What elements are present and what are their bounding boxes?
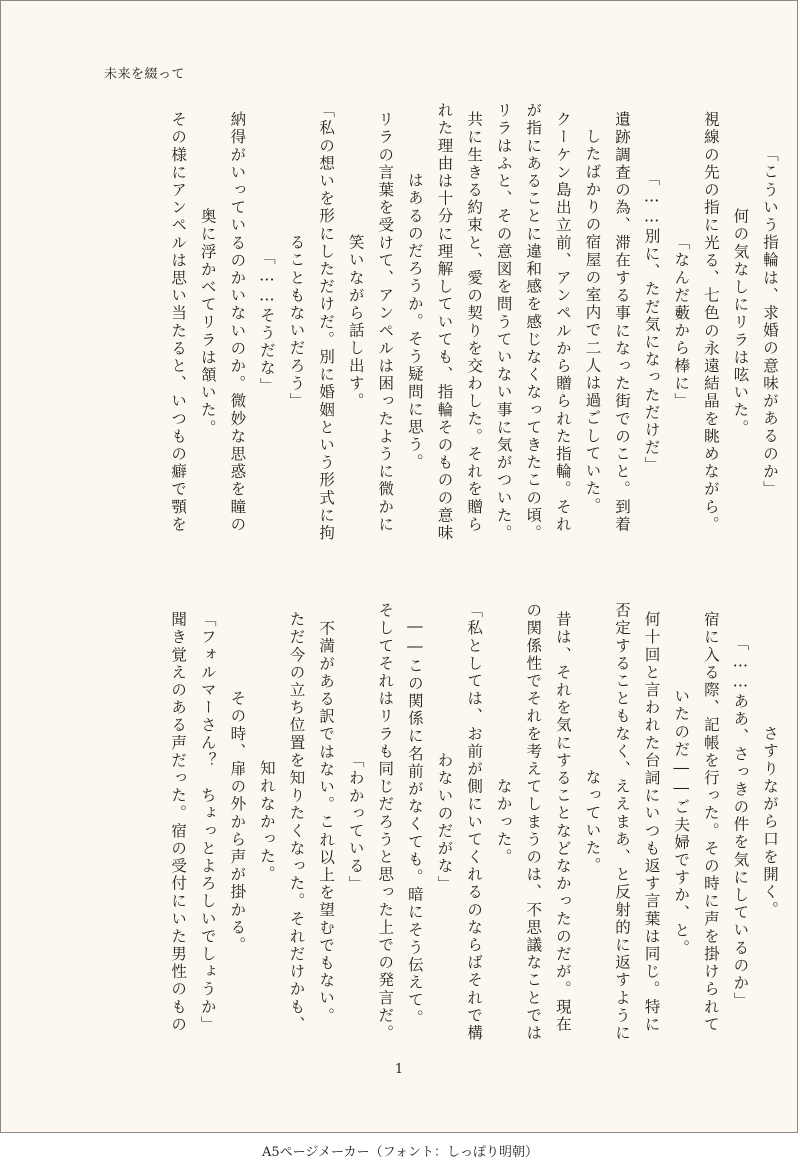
page-number: 1 (394, 1062, 404, 1077)
text-line: 「こういう指輪は、求婚の意味があるのか」 (761, 146, 779, 498)
text-line: 遺跡調査の為、滞在する事になった街でのこと。到着 (613, 110, 632, 534)
text-line: の関係性でそれを考えてしまうのは、不思議なことでは (524, 602, 543, 1042)
text-line: クーケン島出立前、アンペルから贈られた指輪。それ (553, 110, 572, 534)
text-line: 「わかっている」 (346, 751, 365, 893)
text-line: さすりながら口を開く。 (761, 725, 779, 919)
text-line: 何の気なしにリラは呟いた。 (731, 207, 750, 437)
text-line: その様にアンペルは思い当たると、いつもの癖で顎を (169, 110, 188, 534)
text-line: が指にあることに違和感を感じなくなってきたこの頃。 (524, 102, 543, 542)
text-line: なっていた。 (583, 769, 602, 875)
text-line: その時、扉の外から声が掛かる。 (228, 690, 247, 954)
text-column-lower (97, 587, 777, 1057)
text-line: したばかりの宿屋の室内で二人は過ごしていた。 (583, 128, 602, 516)
text-line: なかった。 (494, 778, 513, 866)
header-title: 未来を綴って (104, 67, 186, 82)
text-line: 不満がある訳ではない。これ以上を望むでもない。 (317, 619, 336, 1025)
text-line: わないのだがな」 (435, 751, 454, 893)
text-line: 「私としては、お前が側にいてくれるのならばそれで構 (465, 602, 484, 1042)
text-line: 否定することもなく、ええまあ、と反射的に返すように (613, 602, 632, 1042)
text-line: 昔は、それを気にすることなどなかったのだが。現在 (553, 610, 572, 1034)
text-line: 「……ああ、さっきの件を気にしているのか」 (731, 634, 750, 1010)
text-line: 何十回と言われた台詞にいつも返す言葉は同じ。特に (642, 610, 661, 1034)
text-line: 笑いながら話し出す。 (346, 234, 365, 410)
text-line: ただ今の立ち位置を知りたくなった。それだけかも、 (287, 610, 306, 1034)
text-line: 知れなかった。 (257, 760, 276, 884)
text-line: リラはふと、その意図を問うていない事に気がついた。 (494, 102, 513, 542)
text-line: はあるのだろうか。そう疑問に思う。 (405, 172, 424, 472)
text-line: 「なんだ藪から棒に」 (672, 234, 691, 410)
text-line: リラの言葉を受けて、アンペルは困ったように微かに (376, 110, 395, 534)
text-line: 宿に入る際、記帳を行った。その時に声を掛けられて (701, 610, 720, 1034)
text-line: 奥に浮かべてリラは頷いた。 (198, 207, 217, 437)
text-line: 「フォルマーさん？ ちょっとよろしいでしょうか」 (198, 610, 217, 1034)
text-line: 視線の先の指に光る、七色の永遠結晶を眺めながら。 (701, 110, 720, 534)
text-line: ることもないだろう」 (287, 234, 306, 410)
text-line: ――この関係に名前がなくても。暗にそう伝えて。 (405, 617, 424, 1027)
text-line: 「私の想いを形にしただけだ。別に婚姻という形式に拘 (317, 102, 336, 542)
footer-credit: A5ページメーカー（フォント：しっぽり明朝） (261, 1145, 539, 1160)
text-column-upper (97, 87, 777, 557)
text-line: 納得がいっているのかいないのか。微妙な思惑を瞳の (228, 110, 247, 534)
text-line: そしてそれはリラも同じだろうと思った上での発言だ。 (376, 602, 395, 1042)
text-line: いたのだ――ご夫婦ですか、と。 (672, 687, 691, 957)
text-line: 「……そうだな」 (257, 249, 276, 395)
text-line: 共に生きる約束と、愛の契りを交わした。それを贈ら (465, 110, 484, 534)
text-line: 聞き覚えのある声だった。宿の受付にいた男性のもの (169, 610, 188, 1034)
text-line: れた理由は十分に理解していても、指輪そのものの意味 (435, 102, 454, 542)
text-line: 「……別に、ただ気になっただけだ」 (642, 169, 661, 475)
